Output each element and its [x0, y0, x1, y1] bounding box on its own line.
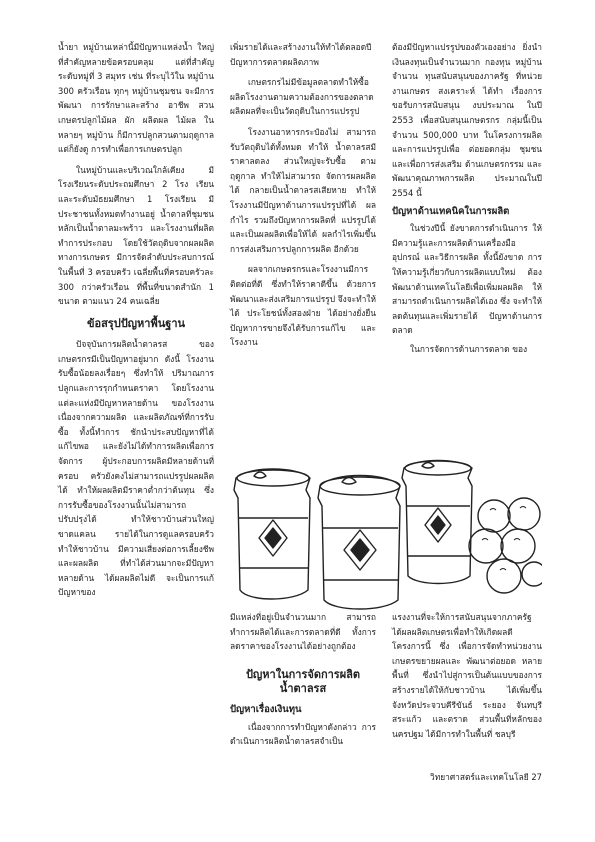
paragraph: ในช่วงปีนี้ ยังขาดการดำเนินการ ให้มีความรู้และการผลิตด้านเครื่องมือ อุปกรณ์ และวิธีการผลิต ทั้งนี้ยังขาด การให้ความรู้เกี่ยวกับการผลิตแบบใหม่ ต้องพัฒนาด้านเทคโนโลยีเพื่อเพิ่มผลผลิต ให้สามารถดำเนินการผลิตได้เอง ซึ่ง จะทำให้ลดต้นทุนและเพิ่มรายได้ ปัญหาด้านการตลาด	[392, 223, 542, 336]
page-footer: วิทยาศาสตร์และเทคโนโลยี 27	[430, 772, 542, 782]
can-illustration	[318, 476, 400, 610]
paragraph: ในหมู่บ้านและบริเวณใกล้เคียง มีโรงเรียนระดับประถมศึกษา 2 โรง เรียน และระดับมัธยมศึกษา 1 โรงเรียน มีประชาชนทั้งหมดทำงานอยู่ น้ำตาลที่ชุมชนหลักเป็นน้ำตาลมะพร้าว และโรงงานที่ผลิตทำการประกอบ โดยใช้วัตถุดิบจากผลผลิตทางการเกษตร มีการจัดลำดับประสบการณ์ในพื้นที่ 3 ครอบครัว เฉลี่ยพื้นที่ครอบครัวละ 300 กว่าครัวเรือน ที่พื้นที่ขนาดสำนัก 1 ขนาด ตามแนว 24 คนเฉลี่ย	[58, 164, 214, 307]
paragraph: น้ำยา หมู่บ้านเหล่านี้มีปัญหาแหล่งน้ำ ใหญ่ ที่สำคัญหลายข้อครอบคลุม แต่ที่สำคัญระดับหมู่ที่ 3 สมุทร เช่น ที่ระบุไว้ใน หมู่บ้าน 300 ครัวเรือน ทุกๆ หมู่บ้านชุมชน จะมีการพัฒนา การรักษาและสร้าง อาชีพ สวนเกษตรปลูกไม้ผล ผัก ผลิตผล ไม้ผล ในหลายๆ หมู่บ้าน ก็มีการปลูกสวนตามฤดูกาล แต่ก็ยังดู การทำเพื่อการเกษตรปลูก	[58, 42, 214, 155]
paragraph: โรงงานอาหารกระป๋องไม่ สามารถรับวัตถุดิบได้ทั้งหมด ทำให้ น้ำตาลรสมีราคาลดลง ส่วนใหญ่จะรับซื้อ ตามฤดูกาล ทำให้ไม่สามารถ จัดการผลผลิตได้ กลายเป็นน้ำตาลรสเสียหาย ทำให้โรงงานมีปัญหาด้านการแปรรูปที่ได้ ผลกำไร รวมถึงปัญหาการผลิตที่ แปรรูปได้ และเป็นผลผลิตเพื่อให้ได้ ผลกำไรเพิ่มขึ้น การส่งเสริมการปลูกการผลิต อีกด้วย	[230, 126, 376, 254]
paragraph: แรงงานที่จะให้การสนับสนุนจากภาครัฐ ได้ผลผลิตเกษตรเพื่อทำให้เกิดผลดี โครงการนี้ ซึ่ง เพื่อการจัดทำหน่วยงาน เกษตรขยายผลและ พัฒนาต่อยอด หลายพื้นที่ ซึ่งนำไปสู่การเป็นต้นแบบของการ สร้างรายได้ให้กับชาวบ้าน ได้เพิ่มขึ้น จังหวัดประจวบคีรีขันธ์ ระยอง จันทบุรี สระแก้ว และตราด ส่วนพื้นที่หลักของ นครปฐม ได้มีการทำในพื้นที่ ชลบุรี	[392, 612, 542, 739]
section-heading-tech: ปัญหาด้านเทคนิคในการผลิต	[392, 205, 510, 217]
subsection-heading-funding: ปัญหาเรื่องเงินทุน	[230, 703, 302, 715]
section-heading-problem: ปัญหาในการจัดการผลิต น้ำตาลรส	[245, 667, 361, 696]
column-1	[58, 40, 214, 600]
column-3-lower	[392, 610, 542, 741]
can-illustration	[402, 461, 472, 584]
paragraph: มีแหล่งที่อยู่เป็นจำนวนมาก สามารถ ทำการผลิตได้และการตลาดที่ดี ทั้งการ ลดราคาของโรงงานได้อย่างถูกต้อง	[230, 612, 376, 652]
section-heading-summary: ข้อสรุปปัญหาพื้นฐาน	[86, 316, 186, 330]
paragraph: เพิ่มรายได้และสร้างงานให้ทำได้ตลอดปี ปัญหาการตลาดผลิตภาพ	[230, 42, 372, 67]
paragraph: เกษตรกรไม่มีข้อมูลตลาดทำให้ซื้อ ผลิตโรงงานตามความต้องการของตลาด ผลิตผลที่จะเป็นวัตถุดิบในการแปรรูป	[230, 77, 374, 117]
paragraph: เนื่องจากการทำปัญหาดังกล่าว การดำเนินการผลิตน้ำตาลรสจำเป็น	[230, 721, 376, 747]
paragraph: ในการจัดการด้านการตลาด ของ	[410, 343, 528, 354]
paragraph: ต้องมีปัญหาแปรรูปของตัวเองอย่าง ยิ่งนำเงินลงทุนเป็นจำนวนมาก กองทุน หมู่บ้านจำนวน ทุนสนับสนุนของภาครัฐ ที่หน่วยงานเกษตร สงเคราะห์ ได้ทำ เรื่องการขอรับการสนับสนุน งบประมาณ ในปี 2553 เพื่อสนับสนุนเกษตรกร กลุ่มนี้เป็นจำนวน 500,000 บาท ในโครงการผลิตและการแปรรูปเพื่อ ต่อยอดกลุ่ม ชุมชน และเพื่อการส่งเสริม ด้านเกษตรกรรม และพัฒนาคุณภาพการผลิต ประมาณในปี 2554 นี้	[392, 42, 542, 198]
paragraph: ปัจจุบันการผลิตน้ำตาลรส ของเกษตรกรมีเป็นปัญหาอยู่มาก ดังนี้ โรงงานรับซื้อน้อยลงเรื่อยๆ ซึ่งทำให้ ปริมาณการปลูกและการรุกกำหนดราคา โดยโรงงานแต่ละแห่งมีปัญหาหลายด้าน ของโรงงาน เนื่องจากความผลิต และผลิตภัณฑ์ที่การรับซื้อ ทั้งนี้ทำการ ชักนำประสบปัญหาที่ได้แก้ไขพอ และยังไม่ได้ทำการผลิตเพื่อการจัดการ ผู้ประกอบการผลิตมีหลายด้านที่ครอบ ครัวยังคงไม่สามารถแปรรูปผลผลิตได้ ทำให้ผลผลิตมีราคาต่ำกว่าต้นทุน ซึ่งการรับซื้อของโรงงานนั้นไม่สามารถ ปรับปรุงได้ ทำให้ชาวบ้านส่วนใหญ่ขาดแคลน รายได้ในการดูแลครอบครัว ทำให้ชาวบ้าน มีความเสี่ยงต่อการเลี้ยงชีพ และผลผลิต ที่ทำได้ส่วนมากจะมีปัญหาหลายด้าน ได้ผลผลิตไม่ดี จะเป็นการแก้ปัญหาของ	[58, 339, 214, 598]
column-2-lower	[230, 610, 376, 749]
can-illustration	[234, 469, 310, 599]
paragraph: ผลจากเกษตรกรและโรงงานมีการ ติดต่อที่ดี ซึ่งทำให้ราคาดีขึ้น ด้วยการ พัฒนาและส่งเสริมการแปรรูป จึงจะทำให้ได้ ประโยชน์ทั้งสองฝ่าย ได้อย่างยั่งยืน ปัญหาการขายจึงได้รับการแก้ไข และโรงงาน	[230, 264, 376, 348]
column-3	[392, 40, 542, 356]
column-2	[230, 40, 376, 350]
fruit-illustration	[469, 498, 542, 593]
illustration-cans-and-fruit	[228, 458, 542, 610]
